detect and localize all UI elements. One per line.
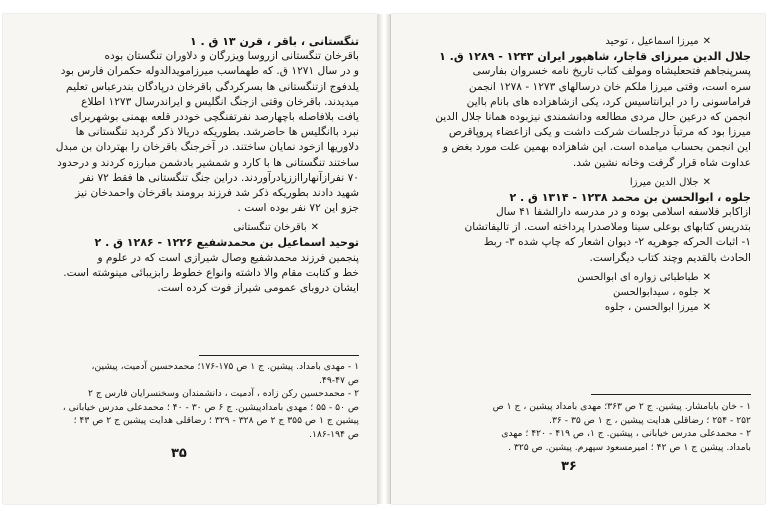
cross-mark-icon: ✕ [702,271,711,283]
footnote-line: ص ۱۹۴-۱۸۶. [309,428,359,440]
entry-heading: تنگستانی ، باقر ، قرن ۱۳ ق . ۱ [189,35,359,48]
entry-line: خط و کتابت مقام والا داشته وانواع خطوط رابزیبائی مینوشته است. [63,266,359,279]
entry-line: این انجمن بحساب میامده است. این شاهزاده بهمین علت مورد بغض و [442,141,751,154]
see-also-text: میرزا اسماعیل ، توحید [605,36,699,47]
footnote-line: ص ۵۰ - ۵۵ ؛ مهدی بامدادپیشین. ج ۶ ص ۳۰ - ۴۰ ؛ محمدعلی مدرس خیابانی ، [62,401,359,413]
cross-mark-icon: ✕ [702,287,711,298]
see-also-marker [409,270,751,285]
entry-line: پنجمین فرزند محمدشفیع وصال شیرازی است که در علوم و [97,251,359,264]
entry-line: و در سال ۱۲۷۱ ق. که طهماسب میرزامویدالدوله حکمران فارس بود [60,65,359,78]
entry-line: الحادث بالقدیم وچند کتاب دیگراست. [589,251,751,264]
page-number: ۳۵ [171,446,187,461]
entry-line: یلدفوج ازتنگستانی ها بسرکردگی باقرخان درپادگان بندرعباس تعلیم [66,80,359,93]
see-also-marker [17,220,359,235]
entry-line: یافت بلافاصله باچهارصد نفرتفنگچی خوددر قلعه بهمنی بوشهربرای [70,110,359,123]
footnote-line: ۱ - مهدی بامداد. پیشین. ج ۱ ص ۱۷۵-۱۷۶؛ محمدحسین آدمیت، پیشین، [91,361,359,372]
entry-line: عداوت شاه قرار گرفت وخانه نشین شد. [572,156,751,169]
entry-line: میرزا بود که مرتباً درجلسات شرکت داشت و یکی ازاعضاء پروپاقرص [448,126,751,139]
entry-heading: جلوه ، ابوالحسن بن محمد ۱۲۳۸ - ۱۳۱۴ ق . ۲ [509,190,751,204]
see-also-text: جلوه ، سیدابوالحسن [612,287,699,298]
footnote-line: پیشین ج ۱ ص ۳۵۵ ج ۲ ص ۳۲۸ - ۳۲۹ ؛ رضاقلی هدایت پیشین ج ۲ ص ۴۳ ؛ [73,415,359,427]
entry-line: فراماسونی را در ایرانتاسیس کرد، یکی ازشاهزاده های بانام بااین [466,95,751,108]
entry-line: ۱- اثبات الحرکه جوهریه ۲- دیوان اشعار که چاپ شده ۳- ربط [483,236,751,249]
entry-line: میدیدند. باقرخان وقتی ازجنگ انگلیس و ایراندرسال ۱۲۷۳ اطلاع [81,95,359,108]
entry-line: انجمن که درعین حال مردی مطالعه ودانشمندی نیزبوده همانا جلال الدین [435,110,751,123]
footnote-line: ۲ - محمدعلی مدرس خیابانی ، پیشین. ج ۱، ص ۴۱۹ - ۴۲۰ ؛ مهدی [501,428,751,440]
footnotes [17,360,359,442]
footnote-line: ۲ - محمدحسین رکن زاده ، آدمیت ، دانشمندان وسخنسرایان فارس ج ۲ [88,388,359,400]
footnote-line: ص ۴۷-۴۹. [318,374,359,386]
see-also-marker [409,285,751,300]
left-page-body [17,34,359,296]
entry-line: ساختند تنگستانی ها با کارد و شمشیر بادشمن مبارزه کردند و درحدود [57,156,359,169]
entry-line: شهید دادند بطوریکه ذکر شد فرزند برومند باقرخان واحمدخان نیز [75,186,359,199]
right-page [391,14,765,504]
cross-mark-icon: ✕ [702,302,711,314]
left-page [3,14,377,504]
footnote-line: بامداد. پیشین ج ۱ ص ۴۲ ؛ امیرمسعود سپهرم. پیشین. ص ۳۲۵ . [508,441,751,453]
see-also-text: باقرخان تنگستانی [233,222,307,234]
page-number: ۳۶ [561,459,577,474]
entry-line: نبرد باانگلیس ها حاضرشد. بطوریکه دریالا ذکر گردید تنگستانی ها [75,126,359,139]
see-also-text: جلال الدین میرزا [629,176,699,188]
footnote-divider [199,355,359,356]
footnote-divider [591,394,751,395]
entry-heading: جلال الدین میرزای قاجار، شاهپور ایران ۱۲۴۳ - ۱۲۸۹ ق. ۱ [439,50,751,64]
footnote-line: ۲۵۲ - ۲۵۴ ؛ رضاقلی هدایت پیشین ، ج ۱ ص ۳۵ - ۳۶. [549,414,751,426]
entry-line: سره است، وقتی میرزا ملکم خان درسالهای ۱۲۷۳ - ۱۲۷۸ انجمن [468,80,751,93]
cross-mark-icon: ✕ [702,176,711,188]
entry-heading: توحید اسماعیل بن محمدشفیع ۱۲۲۶ - ۱۲۸۶ ق . ۲ [94,236,359,250]
see-also-text: میرزا ابوالحسن ، جلوه [604,302,699,314]
see-also-text: طباطبائی زواره ای ابوالحسن [577,271,699,283]
footnotes [409,400,751,454]
entry-line: پسرپنجاهم فتحعلیشاه ومولف کتاب تاریخ نامه خسروان بفارسی [472,65,751,78]
entry-line: بتدریس کتابهای بوعلی سینا وملاصدرا پرداخته است. از تالیفاتشان [464,221,751,234]
cross-mark-icon: ✕ [310,222,319,234]
cross-mark-icon: ✕ [702,36,711,47]
right-page-body [409,34,751,315]
book-gutter [377,14,391,504]
see-also-marker [409,175,751,190]
footnote-line: ۱ - خان بابامشار. پیشین. ج ۲ ص ۳۶۳؛ مهدی بامداد پیشین ، ج ۱ ص [492,401,751,412]
entry-line: ازاکابر فلاسفه اسلامی بوده و در مدرسه دارالشفا ۴۱ سال [495,206,751,219]
see-also-marker [409,34,751,49]
entry-line: باقرخان تنگستانی ازروسا ویزرگان و دلاوران تنگستان بوده [104,50,359,63]
entry-line: جزو این ۷۲ نفر بوده است . [237,202,359,215]
entry-line: ۷۰ نفرازآنهارااززپادرآوردند. دراین جنگ تنگستانی ها فقط ۷۲ نفر [79,171,359,184]
entry-line: دلاوریها ازخود نمایان ساختند. در آخرجنگ باقرخان را بهتردان بن مبدل [55,141,359,154]
see-also-marker [409,300,751,315]
entry-line: ایشان دروبای عمومی شیراز فوت کرده است. [157,282,359,294]
